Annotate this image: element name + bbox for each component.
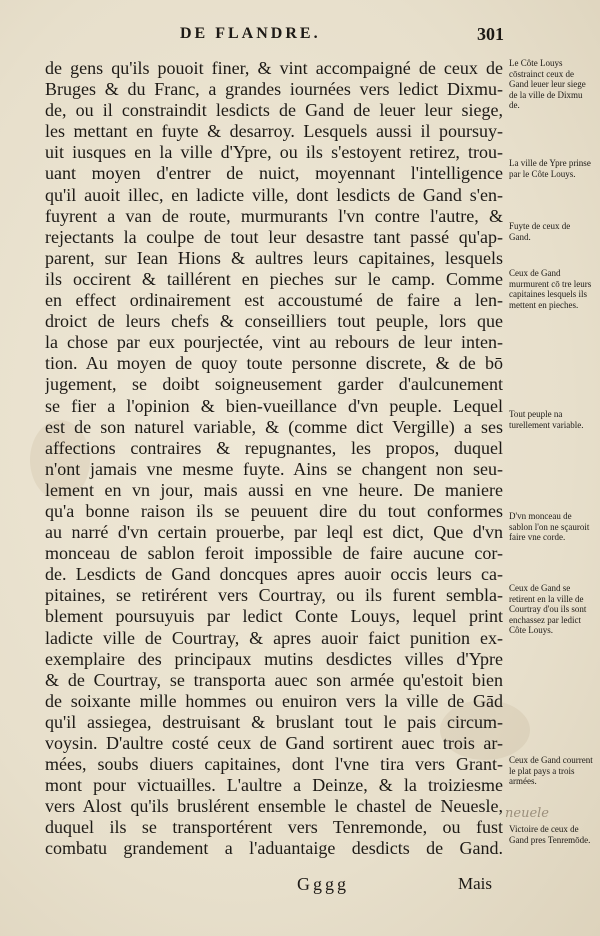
margin-note: La ville de Ypre prinse par le Côte Louys. [509, 158, 591, 179]
text-line: jugement, se doibt soigneusement garder d'aulcunement [45, 374, 503, 395]
text-line: voysin. D'aultre costé ceux de Gand sortirent auec trois ar- [45, 733, 503, 753]
text-line: qu'a bonne raison ils se peuuent dire du tout conformes [45, 500, 503, 521]
text-line: n'ont jamais vne mesme fuyte. Ains se changent non seu- [45, 458, 503, 479]
text-line: uant moyen d'entrer de nuict, moyennant l'intelligence [45, 163, 503, 184]
margin-note: Ceux de Gand courrent le plat pays a trois armées. [509, 755, 593, 786]
handwritten-annotation: neuele [505, 806, 549, 821]
text-line: de soixante mille hommes ou enuiron vers la ville de Gād [45, 690, 503, 711]
catchword: Mais [458, 874, 492, 893]
margin-note: Ceux de Gand se retirent en la ville de Courtray d'ou ils sont enchassez par ledict Côte Louys. [509, 583, 587, 635]
text-line: ladicte ville de Courtray, & apres auoir faict punition ex- [45, 627, 503, 648]
text-line: vers Alost qu'ils bruslérent ensemble le chastel de Neuesle, [45, 796, 503, 817]
text-line: exemplaire des principaux mutins desdictes villes d'Ypre [45, 648, 503, 669]
page-footer [0, 874, 600, 904]
text-line: au narré d'vn certain prouerbe, par leql est dict, Que d'vn [45, 522, 503, 543]
text-line: Bruges & du Franc, a grandes iournées vers ledict Dixmu- [45, 79, 503, 100]
text-line: tion. Au moyen de quoy toute personne discrete, & de bō [45, 353, 503, 374]
text-line: combatu grandement a l'aduantaige desdicts de Gand. [45, 838, 503, 859]
text-line: fuyrent a van de route, murmurants l'vn contre l'autre, & [45, 205, 503, 226]
text-line: de, ou il constraindit lesdicts de Gand de leuer leur siege, [45, 100, 503, 121]
text-line: mont pour victuailles. L'aultre a Deinze, & la troiziesme [45, 775, 503, 796]
text-line: pitaines, se retirérent vers Courtray, ou ils furent sembla- [45, 585, 503, 606]
text-line: mées, soubs diuers capitaines, dont l'vne tira vers Grant- [45, 754, 503, 775]
text-line: uit iusques en la ville d'Ypre, ou ils s'estoyent retirez, trou- [45, 142, 503, 163]
text-line: de gens qu'ils pouoit finer, & vint accompaigné de ceux de [45, 58, 503, 78]
text-line: de. Lesdicts de Gand doncques apres auoir occis leurs ca- [45, 564, 503, 585]
folio-number: 301 [477, 24, 504, 44]
text-line: se fier a l'opinion & bien-vueillance d'vn peuple. Lequel [45, 395, 503, 416]
text-line: parent, sur Iean Hions & aultres leurs capitaines, lesquels [45, 247, 503, 268]
running-head: DE FLANDRE. [180, 25, 321, 42]
text-line: & de Courtray, se transporta auec son armée qu'estoit bien [45, 669, 503, 690]
page-header [0, 22, 600, 50]
text-line: la chose par eux pourjectée, vint au rebours de leur inten- [45, 332, 503, 353]
text-line: blement poursuyuis par ledict Conte Louys, lequel print [45, 606, 503, 627]
margin-note: Le Côte Louys cōstrainct ceux de Gand leuer leur siege de la ville de Dixmu de. [509, 58, 586, 110]
text-line: qu'il auoit illec, en ladicte ville, dont lesdicts de Gand s'en- [45, 184, 503, 205]
text-line: qu'il assiegea, destruisant & bruslant tout le pais circum- [45, 711, 503, 732]
text-line: droict de leurs chefs & conseilliers tout peuple, lors que [45, 311, 503, 332]
text-line: monceau de sablon feroit impossible de faire aucune cor- [45, 543, 503, 564]
margin-note: D'vn monceau de sablon l'on ne sçauroit faire vne corde. [509, 511, 590, 542]
text-line: ils occirent & taillérent en pieches sur le camp. Comme [45, 268, 503, 289]
body-text [45, 58, 503, 860]
text-line: les mettant en fuyte & desarroy. Lesquels aussi il poursuy- [45, 121, 503, 142]
text-line: affections contraires & repugnantes, les propos, duquel [45, 437, 503, 458]
text-line: duquel ils se transportérent vers Tenremonde, ou fust [45, 817, 503, 838]
signature-mark: Gggg [297, 874, 349, 894]
margin-note: Ceux de Gand murmurent cō tre leurs capitaines lesquels ils mettent en pieches. [509, 268, 592, 310]
text-line: lement en vn jour, mais aussi en vne heure. De maniere [45, 479, 503, 500]
margin-note: Tout peuple na turellement variable. [509, 409, 584, 430]
margin-note: Fuyte de ceux de Gand. [509, 221, 571, 242]
text-line: rejectants la coulpe de tout leur desastre tant passé qu'ap- [45, 226, 503, 247]
margin-note: Victoire de ceux de Gand pres Tenremōde. [509, 824, 591, 845]
text-line: est de son naturel variable, & (comme dict Vergille) a ses [45, 416, 503, 437]
text-line: en effect ordinairement est accoustumé de faire a len- [45, 290, 503, 311]
